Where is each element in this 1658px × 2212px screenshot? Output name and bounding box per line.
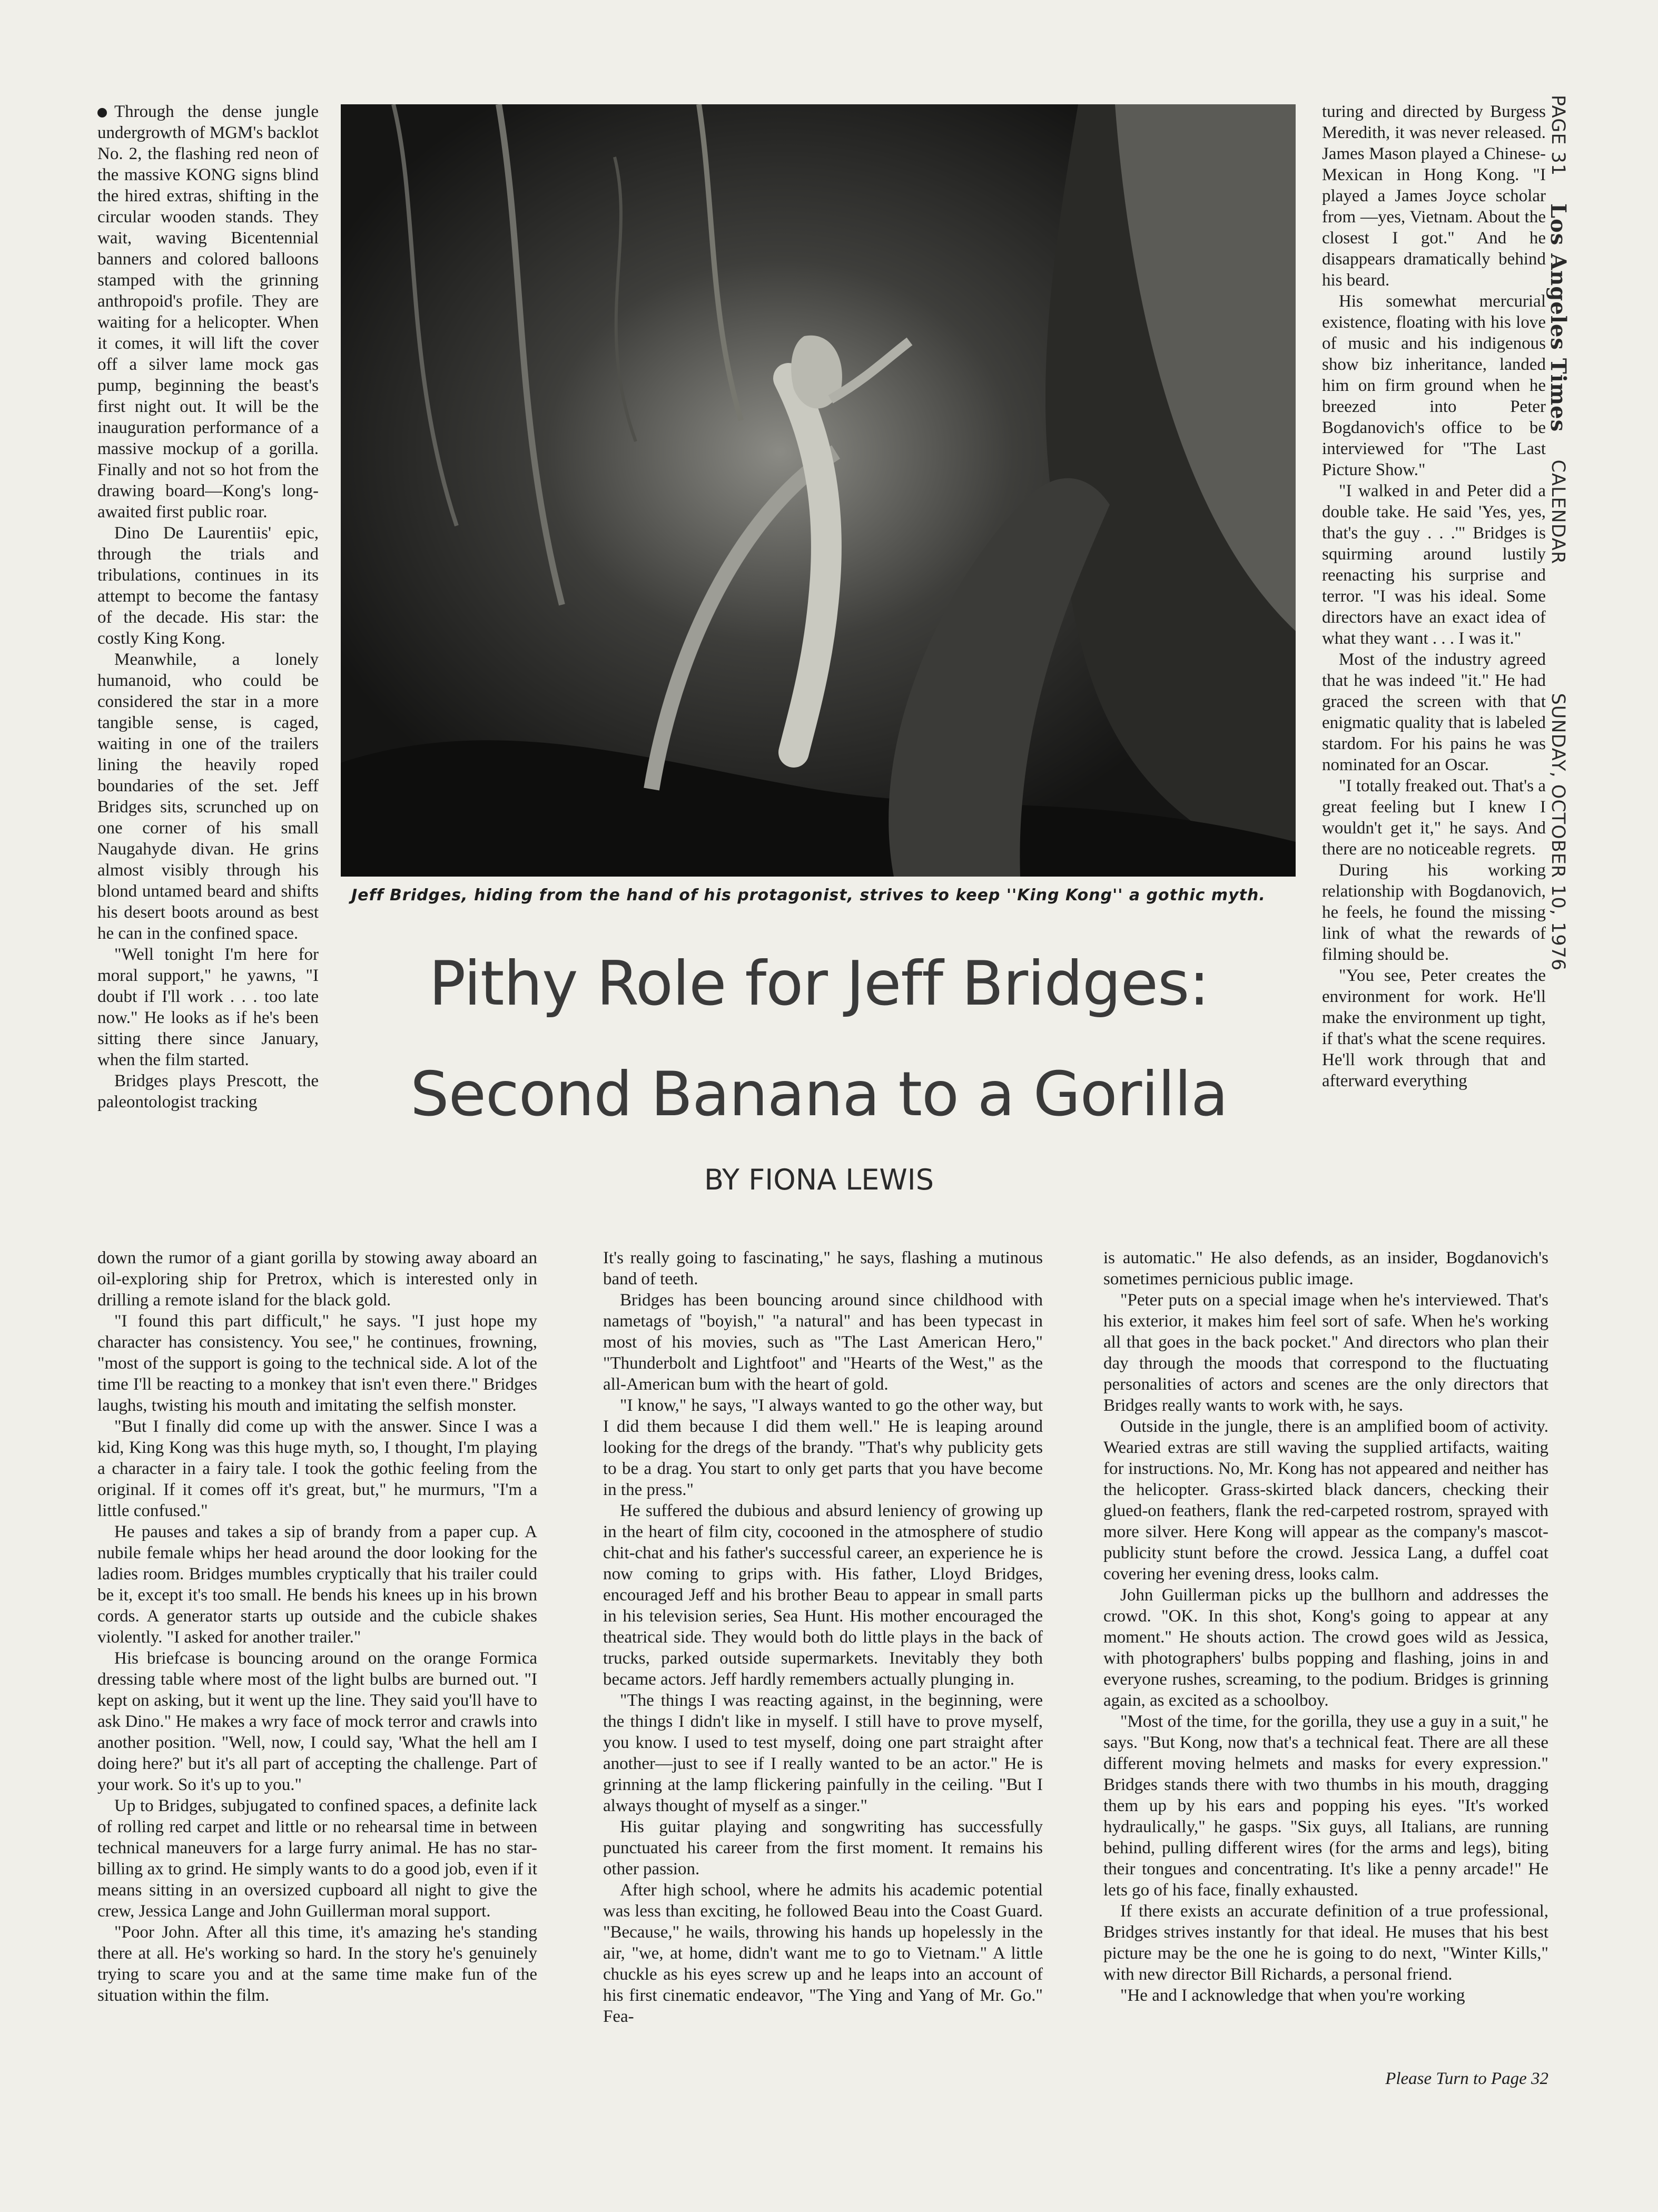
continuation-note: Please Turn to Page 32 <box>1385 2069 1548 2088</box>
photo-caption: Jeff Bridges, hiding from the hand of his protagonist, strives to keep ''King Kong'' a gothic myth. <box>351 886 1266 905</box>
paragraph: "He and I acknowledge that when you're working <box>1120 1986 1465 2005</box>
paragraph: Bridges has been bouncing around since childhood with nametags of "boyish," "a natural" and has been typecast in most of his movies, such as "The Last American Hero," "Thunderbolt and Lightfoot" and "Hearts of the West," as the all-American bum with the heart of gold. <box>603 1291 1043 1394</box>
paragraph: "I walked in and Peter did a double take. He said 'Yes, yes, that's the guy . . .'" Bridges is squirming around lustily reenacting his surprise and terror. "I was his ideal. Some directors have an exact idea of what they want . . . I was it." <box>1322 481 1546 648</box>
newspaper-logo: Los Angeles Times <box>1546 203 1571 432</box>
column-middle-bottom <box>603 1247 1043 2027</box>
paragraph: "But I finally did come up with the answer. Since I was a kid, King Kong was this huge myth, so, I thought, I'm playing a character in a fairy tale. I took the gothic feeling from the original. If it comes off it's great, but," he murmurs, "I'm a little confused." <box>97 1417 537 1520</box>
paragraph: Through the dense jungle undergrowth of MGM's backlot No. 2, the flashing red neon of the massive KONG signs blind the hired extras, shifting in the circular wooden stands. They wait, waving Bicentennial banners and colored balloons stamped with the grinning anthropoid's profile. They are waiting for a helicopter. When it comes, it will lift the cover off a silver lame mock gas pump, beginning the beast's first night out. It will be the inauguration performance of a massive mockup of a gorilla. Finally and not so hot from the drawing board—Kong's long-awaited first public roar. <box>97 102 319 522</box>
paragraph: "Peter puts on a special image when he's interviewed. That's his exterior, it makes him feel sort of safe. When he's working all that goes in the back pocket." And directors who plan their day through the moods that correspond to the fluctuating personalities of actors and scenes are the only directors that Bridges really wants to work with, he says. <box>1103 1291 1548 1415</box>
paragraph: Bridges plays Prescott, the paleontologist tracking <box>97 1071 319 1112</box>
paragraph: "The things I was reacting against, in the beginning, were the things I didn't like in myself. I still have to prove myself, you know. I used to test myself, doing one part straight after another—just to see if I really wanted to be an actor." He is grinning at the lamp flickering painfully in the ceiling. "But I always thought of myself as a singer." <box>603 1691 1043 1815</box>
section-name: CALENDAR <box>1547 459 1568 565</box>
paragraph: "I know," he says, "I always wanted to go the other way, but I did them because I did them well." He is leaping around looking for the dregs of the brandy. "That's why publicity gets to be a drag. You start to only get parts that you have become in the press." <box>603 1396 1043 1499</box>
paragraph: "You see, Peter creates the environment for work. He'll make the environment up tight, if that's what the scene requires. He'll work through that and afterward everything <box>1322 966 1546 1090</box>
paragraph: His somewhat mercurial existence, floating with his love of music and his indigenous show biz inheritance, landed him on firm ground when he breezed into Peter Bogdanovich's office to be interviewed for "The Last Picture Show." <box>1322 292 1546 479</box>
article-photo <box>341 104 1296 877</box>
paragraph: "Well tonight I'm here for moral support," he yawns, "I doubt if I'll work . . . too late now." He looks as if he's been sitting there since January, when the film started. <box>97 945 319 1069</box>
column-left-bottom <box>97 1247 537 2006</box>
paragraph: Meanwhile, a lonely humanoid, who could be considered the star in a more tangible sense, is caged, waiting in one of the trailers lining the heavily roped boundaries of the set. Jeff Bridges sits, scrunched up on one corner of his small Naugahyde divan. He grins almost visibly through his blond untamed beard and shifts his desert boots around as best he can in the confined space. <box>97 650 319 943</box>
paragraph: Up to Bridges, subjugated to confined spaces, a definite lack of rolling red carpet and little or no rehearsal time in between technical maneuvers for a large furry animal. He has no star-billing ax to grind. He simply wants to do a good job, even if it means sitting in an oversized cupboard all night to give the crew, Jessica Lange and John Guillerman moral support. <box>97 1796 537 1921</box>
jungle-photo-illustration <box>341 104 1296 877</box>
vertical-page-header <box>1546 95 1571 971</box>
paragraph: John Guillerman picks up the bullhorn and addresses the crowd. "OK. In this shot, Kong's going to appear at any moment." He shouts action. The crowd goes wild as Jessica, with photographers' bulbs popping and flashing, joins in and everyone rushes, screaming, to the podium. Bridges is grinning again, as excited as a schoolboy. <box>1103 1586 1548 1710</box>
paragraph: Most of the industry agreed that he was indeed "it." He had graced the screen with that enigmatic quality that is labeled stardom. For his pains he was nominated for an Oscar. <box>1322 650 1546 774</box>
column-left-top <box>97 101 319 1113</box>
paragraph: During his working relationship with Bogdanovich, he feels, he found the missing link of what the rewards of filming should be. <box>1322 861 1546 964</box>
paragraph: down the rumor of a giant gorilla by stowing away aboard an oil-exploring ship for Pretrox, which is interested only in drilling a remote island for the black gold. <box>97 1248 537 1310</box>
column-right-top <box>1322 101 1546 1092</box>
column-right-bottom <box>1103 1247 1548 2006</box>
headline-line-1: Pithy Role for Jeff Bridges: <box>429 948 1209 1019</box>
paragraph: It's really going to fascinating," he says, flashing a mutinous band of teeth. <box>603 1248 1043 1289</box>
paragraph: After high school, where he admits his academic potential was less than exciting, he followed Beau into the Coast Guard. "Because," he wails, throwing his hands up hopelessly in the air, "we, at home, didn't want me to go to Vietnam." A little chuckle as his eyes screw up and he leaps into an account of his first cinematic endeavor, "The Ying and Yang of Mr. Go." Fea- <box>603 1881 1043 2026</box>
paragraph: His briefcase is bouncing around on the orange Formica dressing table where most of the light bulbs are burned out. "I kept on asking, but it went up the line. They said you'll have to ask Dino." He makes a wry face of mock terror and crawls into another position. "Well, now, I could say, 'What the hell am I doing here?' but it's all part of accepting the challenge. Part of your work. So it's up to you." <box>97 1649 537 1794</box>
paragraph: If there exists an accurate definition of a true professional, Bridges strives instantly for that ideal. He muses that his best picture may be the one he is going to do next, "Winter Kills," with new director Bill Richards, a personal friend. <box>1103 1902 1548 1984</box>
paragraph: His guitar playing and songwriting has successfully punctuated his career from the first moment. It remains his other passion. <box>603 1817 1043 1879</box>
paragraph: He suffered the dubious and absurd leniency of growing up in the heart of film city, cocooned in the atmosphere of studio chit-chat and his father's successful career, an experience he is now coming to grips with. His father, Lloyd Bridges, encouraged Jeff and his brother Beau to appear in small parts in his television series, Sea Hunt. His mother encouraged the theatrical side. They would both do little plays in the back of trucks, parked outside supermarkets. Inevitably they both became actors. Jeff hardly remembers actually plunging in. <box>603 1501 1043 1689</box>
paragraph: turing and directed by Burgess Meredith, it was never released. James Mason played a Chinese-Mexican in Hong Kong. "I played a James Joyce scholar from —yes, Vietnam. About the closest I got." And he disappears dramatically behind his beard. <box>1322 102 1546 290</box>
paragraph: He pauses and takes a sip of brandy from a paper cup. A nubile female whips her head around the door looking for the ladies room. Bridges mumbles cryptically that his trailer could be it, except it's too small. He bends his knees up in his brown cords. A generator starts up outside and the cubicle shakes violently. "I asked for another trailer." <box>97 1522 537 1647</box>
issue-date: SUNDAY, OCTOBER 10, 1976 <box>1547 693 1568 971</box>
paragraph: "I found this part difficult," he says. "I just hope my character has consistency. You see," he continues, frowning, "most of the support is going to the technical side. A lot of the time I'll be reacting to a monkey that isn't even there." Bridges laughs, twisting his mouth and imitating the selfish monster. <box>97 1312 537 1415</box>
paragraph: "I totally freaked out. That's a great feeling but I knew I wouldn't get it," he says. And there are no noticeable regrets. <box>1322 776 1546 859</box>
headline-line-2: Second Banana to a Gorilla <box>410 1059 1228 1130</box>
bullet-icon <box>97 108 107 117</box>
paragraph: "Most of the time, for the gorilla, they use a guy in a suit," he says. "But Kong, now that's a technical feat. There are all these different moving helmets and masks for every expression." Bridges stands there with two thumbs in his mouth, dragging them up by his ears and popping his eyes. "It's worked hydraulically," he gasps. "Six guys, all Italians, are running behind, pulling different wires (for the arms and legs), biting their tongues and concentrating. It's like a penny arcade!" He lets go of his face, finally exhausted. <box>1103 1712 1548 1900</box>
paragraph: Dino De Laurentiis' epic, through the trials and tribulations, continues in its attempt to become the fantasy of the decade. His star: the costly King Kong. <box>97 524 319 648</box>
paragraph: "Poor John. After all this time, it's amazing he's standing there at all. He's working so hard. In the story he's genuinely trying to scare you and at the same time make fun of the situation within the film. <box>97 1923 537 2005</box>
page-number: PAGE 31 <box>1547 95 1568 176</box>
paragraph: is automatic." He also defends, as an insider, Bogdanovich's sometimes pernicious public image. <box>1103 1248 1548 1289</box>
paragraph: Outside in the jungle, there is an amplified boom of activity. Wearied extras are still waving the supplied artifacts, waiting for instructions. No, Mr. Kong has not appeared and neither has the helicopter. Grass-skirted black dancers, checking their glued-on feathers, flank the red-carpeted rostrom, sprayed with more silver. Here Kong will appear as the company's mascot-publicity stunt before the crowd. Jessica Lang, a duffel coat covering her evening dress, looks calm. <box>1103 1417 1548 1584</box>
byline: BY FIONA LEWIS <box>704 1163 934 1196</box>
